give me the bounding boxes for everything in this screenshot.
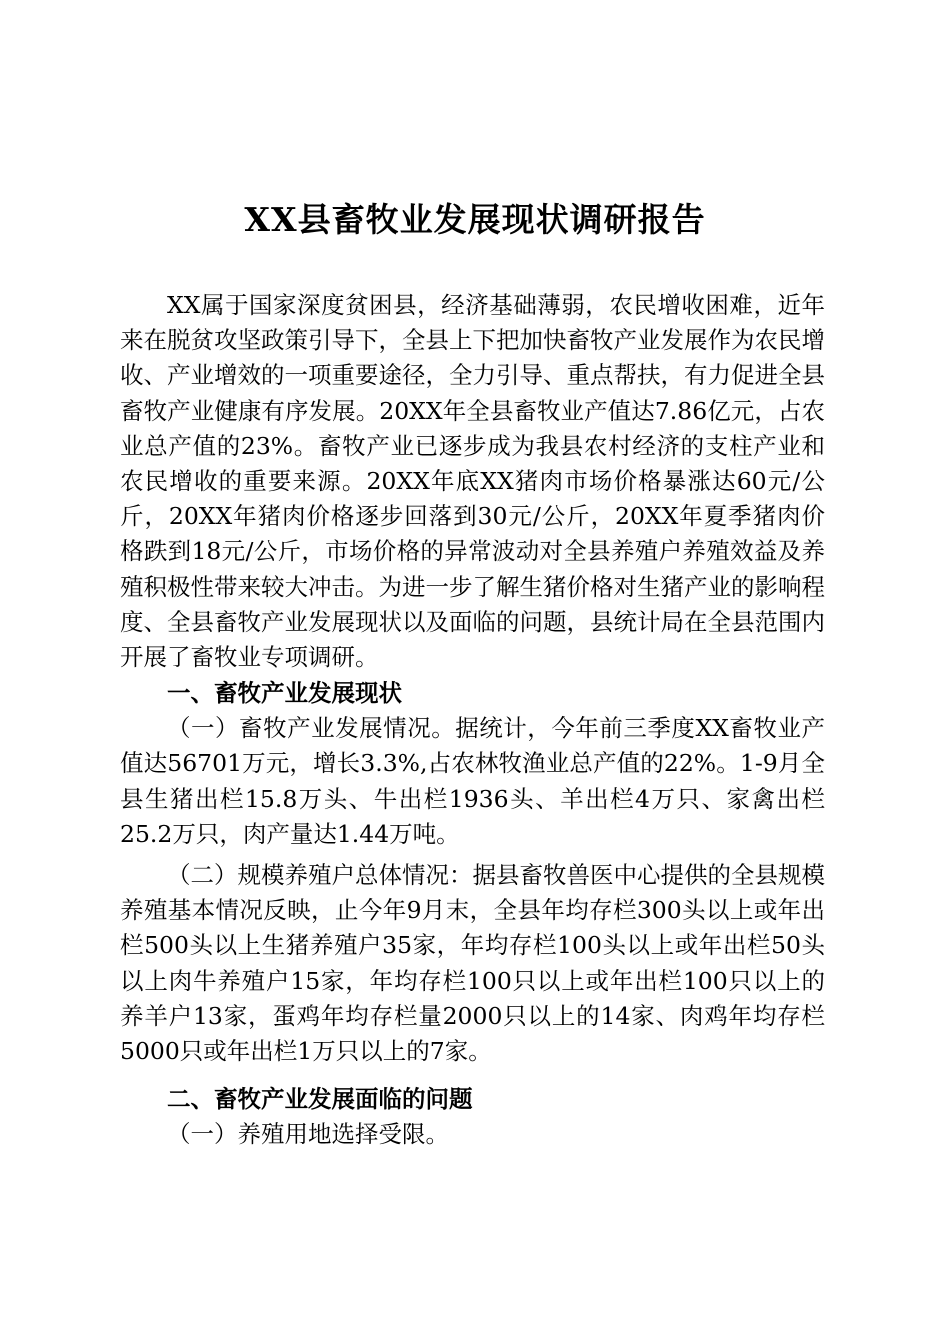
intro-paragraph: XX属于国家深度贫困县，经济基础薄弱，农民增收困难，近年来在脱贫攻坚政策引导下，全县上下把加快畜牧产业发展作为农民增收、产业增效的一项重要途径，全力引导、重点帮扶，有力促进全县畜牧产业健康有序发展。20XX年全县畜牧业产值达7.86亿元，占农业总产值的23%。畜牧产业已逐步成为我县农村经济的支柱产业和农民增收的重要来源。20XX年底XX猪肉市场价格暴涨达60元/公斤，20XX年猪肉价格逐步回落到30元/公斤，20XX年夏季猪肉价格跌到18元/公斤，市场价格的异常波动对全县养殖户养殖效益及养殖积极性带来较大冲击。为进一步了解生猪价格对生猪产业的影响程度、全县畜牧产业发展现状以及面临的问题，县统计局在全县范围内开展了畜牧业专项调研。: [120, 291, 825, 672]
document-title: XX县畜牧业发展现状调研报告: [244, 200, 706, 239]
paragraph-industry-development: （一）畜牧产业发展情况。据统计，今年前三季度XX畜牧业产值达56701万元，增长3.3%,占农林牧渔业总产值的22%。1-9月全县生猪出栏15.8万头、牛出栏1936头、羊出栏4万只、家禽出栏25.2万只，肉产量达1.44万吨。: [120, 714, 825, 848]
section-heading-status: 一、畜牧产业发展现状: [167, 679, 402, 708]
section-heading-problems: 二、畜牧产业发展面临的问题: [167, 1085, 473, 1114]
document-body: [120, 288, 825, 1152]
paragraph-scale-farming: （二）规模养殖户总体情况：据县畜牧兽医中心提供的全县规模养殖基本情况反映，止今年9月末，全县年均存栏300头以上或年出栏500头以上生猪养殖户35家，年均存栏100头以上或年出栏50头以上肉牛养殖户15家，年均存栏100只以上或年出栏100只以上的养羊户13家，蛋鸡年均存栏量2000只以上的14家、肉鸡年均存栏5000只或年出栏1万只以上的7家。: [120, 861, 825, 1066]
paragraph-land-restriction: （一）养殖用地选择受限。: [167, 1120, 449, 1149]
